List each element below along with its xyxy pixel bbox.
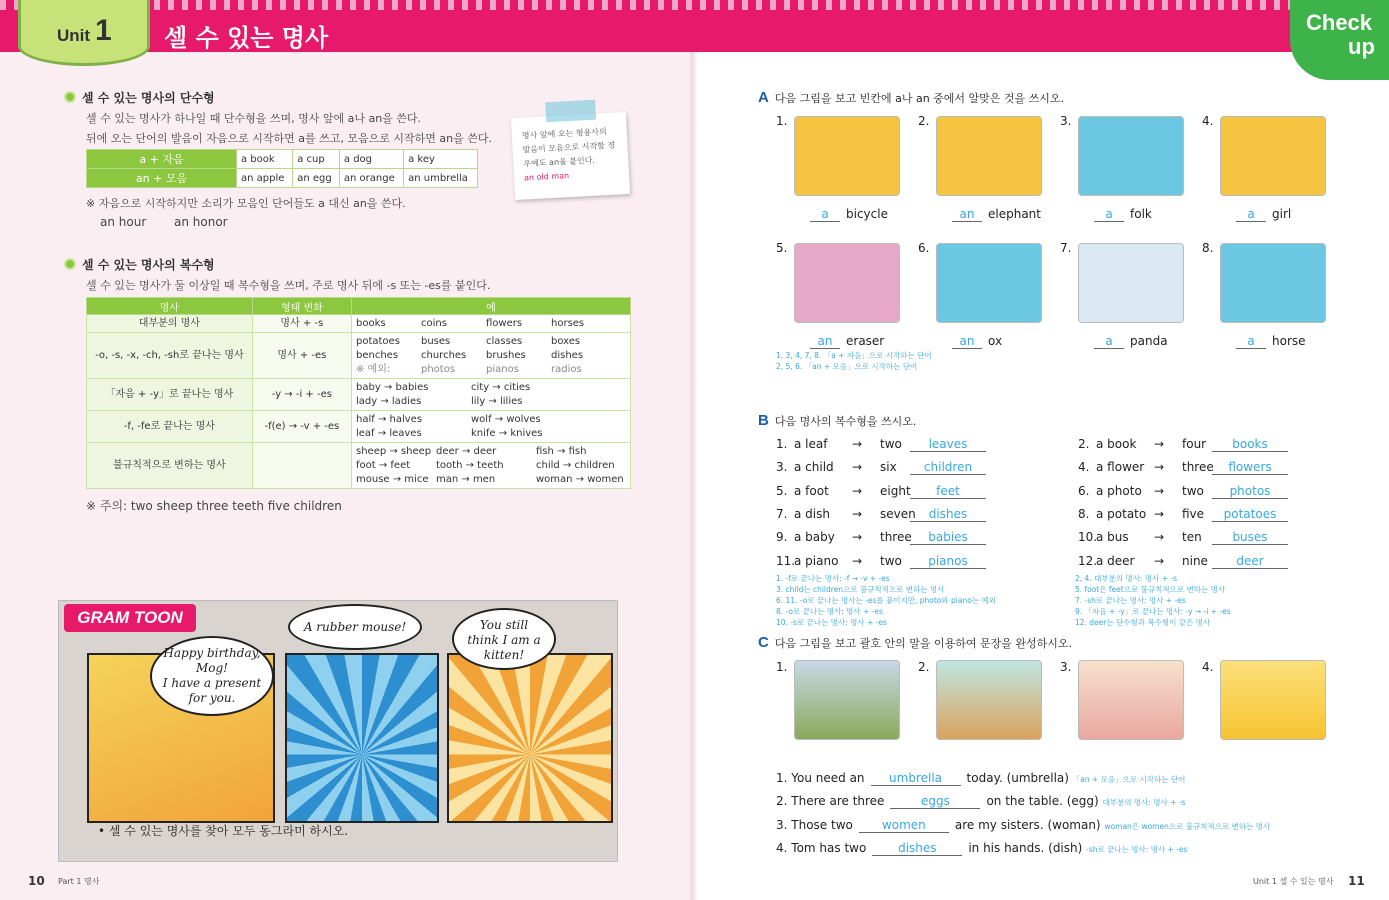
- answer-blank: buses: [1212, 530, 1288, 545]
- answer-blank: a: [1094, 334, 1124, 349]
- arrow-icon: →: [1154, 506, 1165, 521]
- unit-word: Unit: [57, 26, 91, 45]
- section-b-hint-left: 1. -f로 끝나는 명사: -f → -v + -es 3. child는 children으로 불규칙적으로 변하는 명사 6. 11. -o로 끝나는 명사는 -es를 붙이지만, photo와 piano는 예외 8. -o로 끝나는 명사: 명사 + -es 10. -s로 끝나는 명사: 명사 + -es: [776, 574, 996, 627]
- arrow-icon: →: [1154, 437, 1165, 451]
- answer-blank: women: [859, 818, 949, 833]
- picture-ox: [936, 243, 1042, 323]
- a-item-number: 5.: [776, 241, 788, 255]
- arrow-icon: →: [1154, 553, 1165, 568]
- comic-panel-3: [447, 653, 613, 823]
- text-note-vowel: ※ 자음으로 시작하지만 소리가 모음인 단어들도 a 대신 an을 쓴다.: [86, 197, 406, 210]
- gram-toon-label: GRAM TOON: [64, 604, 196, 632]
- b-row: 9. a baby → three babies: [776, 530, 1006, 548]
- b-row: 12. a deer → nine deer: [1078, 554, 1308, 572]
- sisters-cooking-picture: [1078, 660, 1184, 740]
- c-pic-number: 3.: [1060, 660, 1072, 674]
- c-pic-number: 1.: [776, 660, 788, 674]
- bullet-icon: [64, 258, 76, 270]
- a-answer-row: an elephant: [946, 207, 1041, 222]
- picture-girl: [1220, 116, 1326, 196]
- b-row: 6. a photo → two photos: [1078, 484, 1308, 502]
- answer-blank: flowers: [1212, 460, 1288, 475]
- plural-table: 명사 형태 변화 예 대부분의 명사 명사 + -s books coins flowers horses -o, -s, -x, -ch, -sh로 끝나는 명사 명사 + -es potatoes buses classes boxes benches churches brushes dishes ※ 예외: photos pianos radios 「자음 + -y」로 끝나는 명사 -y → -i + -es baby → babies city → cities lady → ladies lily → lilies -f, -fe로 끝나는 명사 -f(e) → -v + -es half → halves wolf → wolves leaf → leaves knife → knives 불규칙적으로 변하는 명사 sheep → sheep deer → deer fish → fish foot → feet tooth → teeth child → children mouse → mice man → men woman → women: [86, 297, 631, 489]
- tape-icon: [545, 100, 596, 123]
- answer-blank: an: [952, 207, 982, 222]
- arrow-icon: →: [852, 506, 863, 521]
- picture-folk: [1078, 116, 1184, 196]
- a-item-number: 4.: [1202, 114, 1214, 128]
- c-pic-number: 4.: [1202, 660, 1214, 674]
- comic-panel-2: [285, 653, 439, 823]
- answer-blank: leaves: [910, 437, 986, 452]
- answer-blank: potatoes: [1212, 507, 1288, 522]
- answer-blank: a: [1236, 334, 1266, 349]
- section-heading-singular: 셀 수 있는 명사의 단수형: [64, 89, 215, 106]
- arrow-icon: →: [852, 553, 863, 568]
- unit-number: 1: [95, 14, 112, 47]
- arrow-icon: →: [852, 437, 863, 451]
- a-item-number: 6.: [918, 241, 930, 255]
- a-answer-row: a girl: [1230, 207, 1291, 222]
- a-answer-row: an eraser: [804, 334, 884, 349]
- answer-blank: dishes: [872, 841, 962, 856]
- answer-blank: a: [1094, 207, 1124, 222]
- c-row: 1. You need an umbrella today. (umbrella) 「an + 모음」으로 시작하는 단어: [776, 771, 1186, 785]
- answer-blank: a: [1236, 207, 1266, 222]
- a-answer-row: an ox: [946, 334, 1002, 349]
- a-item-number: 8.: [1202, 241, 1214, 255]
- a-answer-row: a bicycle: [804, 207, 888, 222]
- c-row: 3. Those two women are my sisters. (woman) woman은 women으로 불규칙적으로 변하는 명사: [776, 817, 1271, 832]
- check-word: Check: [1306, 10, 1373, 35]
- answer-blank: children: [910, 460, 986, 475]
- answer-blank: an: [952, 334, 982, 349]
- page-title: 셀 수 있는 명사: [164, 24, 329, 52]
- picture-horse: [1220, 243, 1326, 323]
- answer-blank: pianos: [910, 554, 986, 569]
- a-item-number: 7.: [1060, 241, 1072, 255]
- b-row: 10. a bus → ten buses: [1078, 530, 1308, 548]
- rain-umbrella-picture: [794, 660, 900, 740]
- text-singular-2: 뒤에 오는 단어의 발음이 자음으로 시작하면 a를 쓰고, 모음으로 시작하면 an을 쓴다.: [86, 132, 492, 145]
- picture-eraser: [794, 243, 900, 323]
- answer-blank: a: [810, 207, 840, 222]
- arrow-icon: →: [852, 483, 863, 498]
- unit-badge: [18, 0, 150, 66]
- c-pic-number: 2.: [918, 660, 930, 674]
- section-heading-plural: 셀 수 있는 명사의 복수형: [64, 256, 215, 273]
- section-c-heading: C 다음 그림을 보고 괄호 안의 말을 이용하여 문장을 완성하시오.: [758, 634, 1072, 651]
- page-number-left: 10: [28, 874, 45, 888]
- c-row: 2. There are three eggs on the table. (egg) 대부분의 명사: 명사 + -s: [776, 794, 1186, 809]
- answer-blank: deer: [1212, 554, 1288, 569]
- example-an-hour: an hour: [100, 215, 147, 229]
- answer-blank: books: [1212, 437, 1288, 452]
- answer-blank: an: [810, 334, 840, 349]
- c-row: 4. Tom has two dishes in his hands. (dish) -sh로 끝나는 명사: 명사 + -es: [776, 840, 1188, 855]
- b-row: 1. a leaf → two leaves: [776, 437, 1006, 455]
- bullet-icon: [64, 91, 76, 103]
- speech-bubble-3: You still think I am a kitten!: [452, 608, 556, 670]
- page-gutter: [690, 0, 698, 900]
- text-caution: ※ 주의: two sheep three teeth five children: [86, 499, 342, 513]
- a-answer-row: a folk: [1088, 207, 1152, 222]
- b-row: 2. a book → four books: [1078, 437, 1308, 455]
- picture-elephant: [936, 116, 1042, 196]
- b-row: 11. a piano → two pianos: [776, 554, 1006, 572]
- check-up-badge: [1290, 0, 1389, 80]
- picture-bicycle: [794, 116, 900, 196]
- table-eggs-picture: [936, 660, 1042, 740]
- arrow-icon: →: [1154, 530, 1165, 545]
- footer-right: Unit 1 셀 수 있는 명사: [1253, 877, 1334, 886]
- section-a-heading: A 다음 그림을 보고 빈칸에 a나 an 중에서 알맞은 것을 쓰시오.: [758, 89, 1065, 106]
- section-b-heading: B 다음 명사의 복수형을 쓰시오.: [758, 412, 917, 429]
- a-answer-row: a horse: [1230, 334, 1306, 349]
- arrow-icon: →: [1154, 460, 1165, 475]
- a-item-number: 3.: [1060, 114, 1072, 128]
- text-plural-1: 셀 수 있는 명사가 둘 이상일 때 복수형을 쓰며, 주로 명사 뒤에 -s 또는 -es를 붙인다.: [86, 279, 491, 292]
- arrow-icon: →: [852, 460, 863, 475]
- b-row: 5. a foot → eight feet: [776, 484, 1006, 502]
- example-an-honor: an honor: [174, 215, 228, 229]
- b-row: 7. a dish → seven dishes: [776, 507, 1006, 525]
- answer-blank: eggs: [890, 794, 980, 809]
- article-table: a + 자음 a book a cup a dog a key an + 모음 an apple an egg an orange an umbrella: [86, 149, 478, 188]
- answer-blank: dishes: [910, 507, 986, 522]
- answer-blank: photos: [1212, 484, 1288, 499]
- comic-caption: • 셀 수 있는 명사를 찾아 모두 동그라미 하시오.: [98, 824, 349, 838]
- speech-bubble-1: Happy birthday, Mog! I have a present for you.: [150, 636, 274, 716]
- b-row: 4. a flower → three flowers: [1078, 460, 1308, 478]
- a-item-number: 1.: [776, 114, 788, 128]
- boy-dishes-picture: [1220, 660, 1326, 740]
- b-row: 8. a potato → five potatoes: [1078, 507, 1308, 525]
- sticky-note: 명사 앞에 오는 형용사의 발음이 모음으로 시작할 경우에도 an을 붙인다. an old man: [511, 112, 630, 200]
- answer-blank: umbrella: [871, 771, 961, 786]
- page-number-right: 11: [1348, 874, 1365, 888]
- text-singular-1: 셀 수 있는 명사가 하나일 때 단수형을 쓰며, 명사 앞에 a나 an을 쓴다.: [86, 112, 422, 125]
- a-answer-row: a panda: [1088, 334, 1168, 349]
- footer-left: Part 1 명사: [58, 877, 100, 886]
- arrow-icon: →: [852, 530, 863, 545]
- picture-panda: [1078, 243, 1184, 323]
- section-b-hint-right: 2, 4. 대부분의 명사: 명사 + -s 5. foot은 feet으로 불규칙적으로 변하는 명사 7. -sh로 끝나는 명사: 명사 + -es 9. 「자음 + -y」로 끝나는 명사: -y → -i + -es 12. deer는 단수형과 복수형이 같은 명사: [1075, 574, 1231, 627]
- section-a-hint: 1, 3, 4, 7, 8. 「a + 자음」으로 시작하는 단어 2, 5, 6. 「an + 모음」으로 시작하는 단어: [776, 351, 932, 371]
- a-item-number: 2.: [918, 114, 930, 128]
- speech-bubble-2: A rubber mouse!: [288, 604, 422, 650]
- arrow-icon: →: [1154, 483, 1165, 498]
- answer-blank: feet: [910, 484, 986, 499]
- answer-blank: babies: [910, 530, 986, 545]
- up-word: up: [1348, 34, 1375, 59]
- b-row: 3. a child → six children: [776, 460, 1006, 478]
